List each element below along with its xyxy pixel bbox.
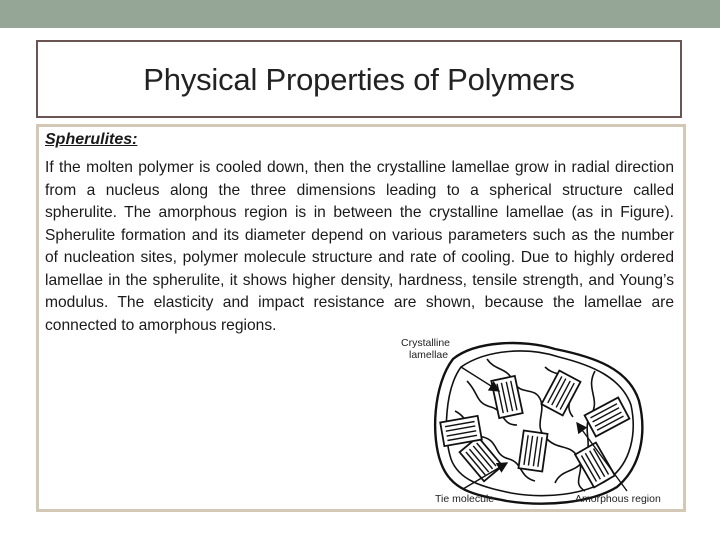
label-amorphous-region: Amorphous region xyxy=(575,493,661,505)
page-title: Physical Properties of Polymers xyxy=(143,62,575,97)
spherulite-figure xyxy=(395,337,685,509)
spherulite-diagram xyxy=(395,341,685,509)
crystalline-arrow xyxy=(461,367,499,391)
top-accent-bar xyxy=(0,0,720,28)
label-crystalline-lamellae: Crystalline lamellae xyxy=(401,337,451,361)
title-box xyxy=(36,40,682,118)
label-tie-molecule: Tie molecule xyxy=(435,493,495,505)
content-box xyxy=(36,124,686,512)
section-subtitle: Spherulites: xyxy=(45,131,138,148)
body-paragraph: If the molten polymer is cooled down, then the crystalline lamellae grow in radial direction from a nucleus along the three dimensions leading to a spherical structure called spherulite. The amorphous region is in between the crystalline lamellae (as in Figure). Spherulite formation and its diameter depend on various parameters such as the number of nucleation sites, polymer molecule structure and rate of cooling. Due to highly ordered lamellae in the spherulite, it shows higher density, hardness, tensile strength, and Young’s modulus. The elasticity and impact resistance are shown, because the lamellae are connected to amorphous regions. xyxy=(45,159,674,334)
